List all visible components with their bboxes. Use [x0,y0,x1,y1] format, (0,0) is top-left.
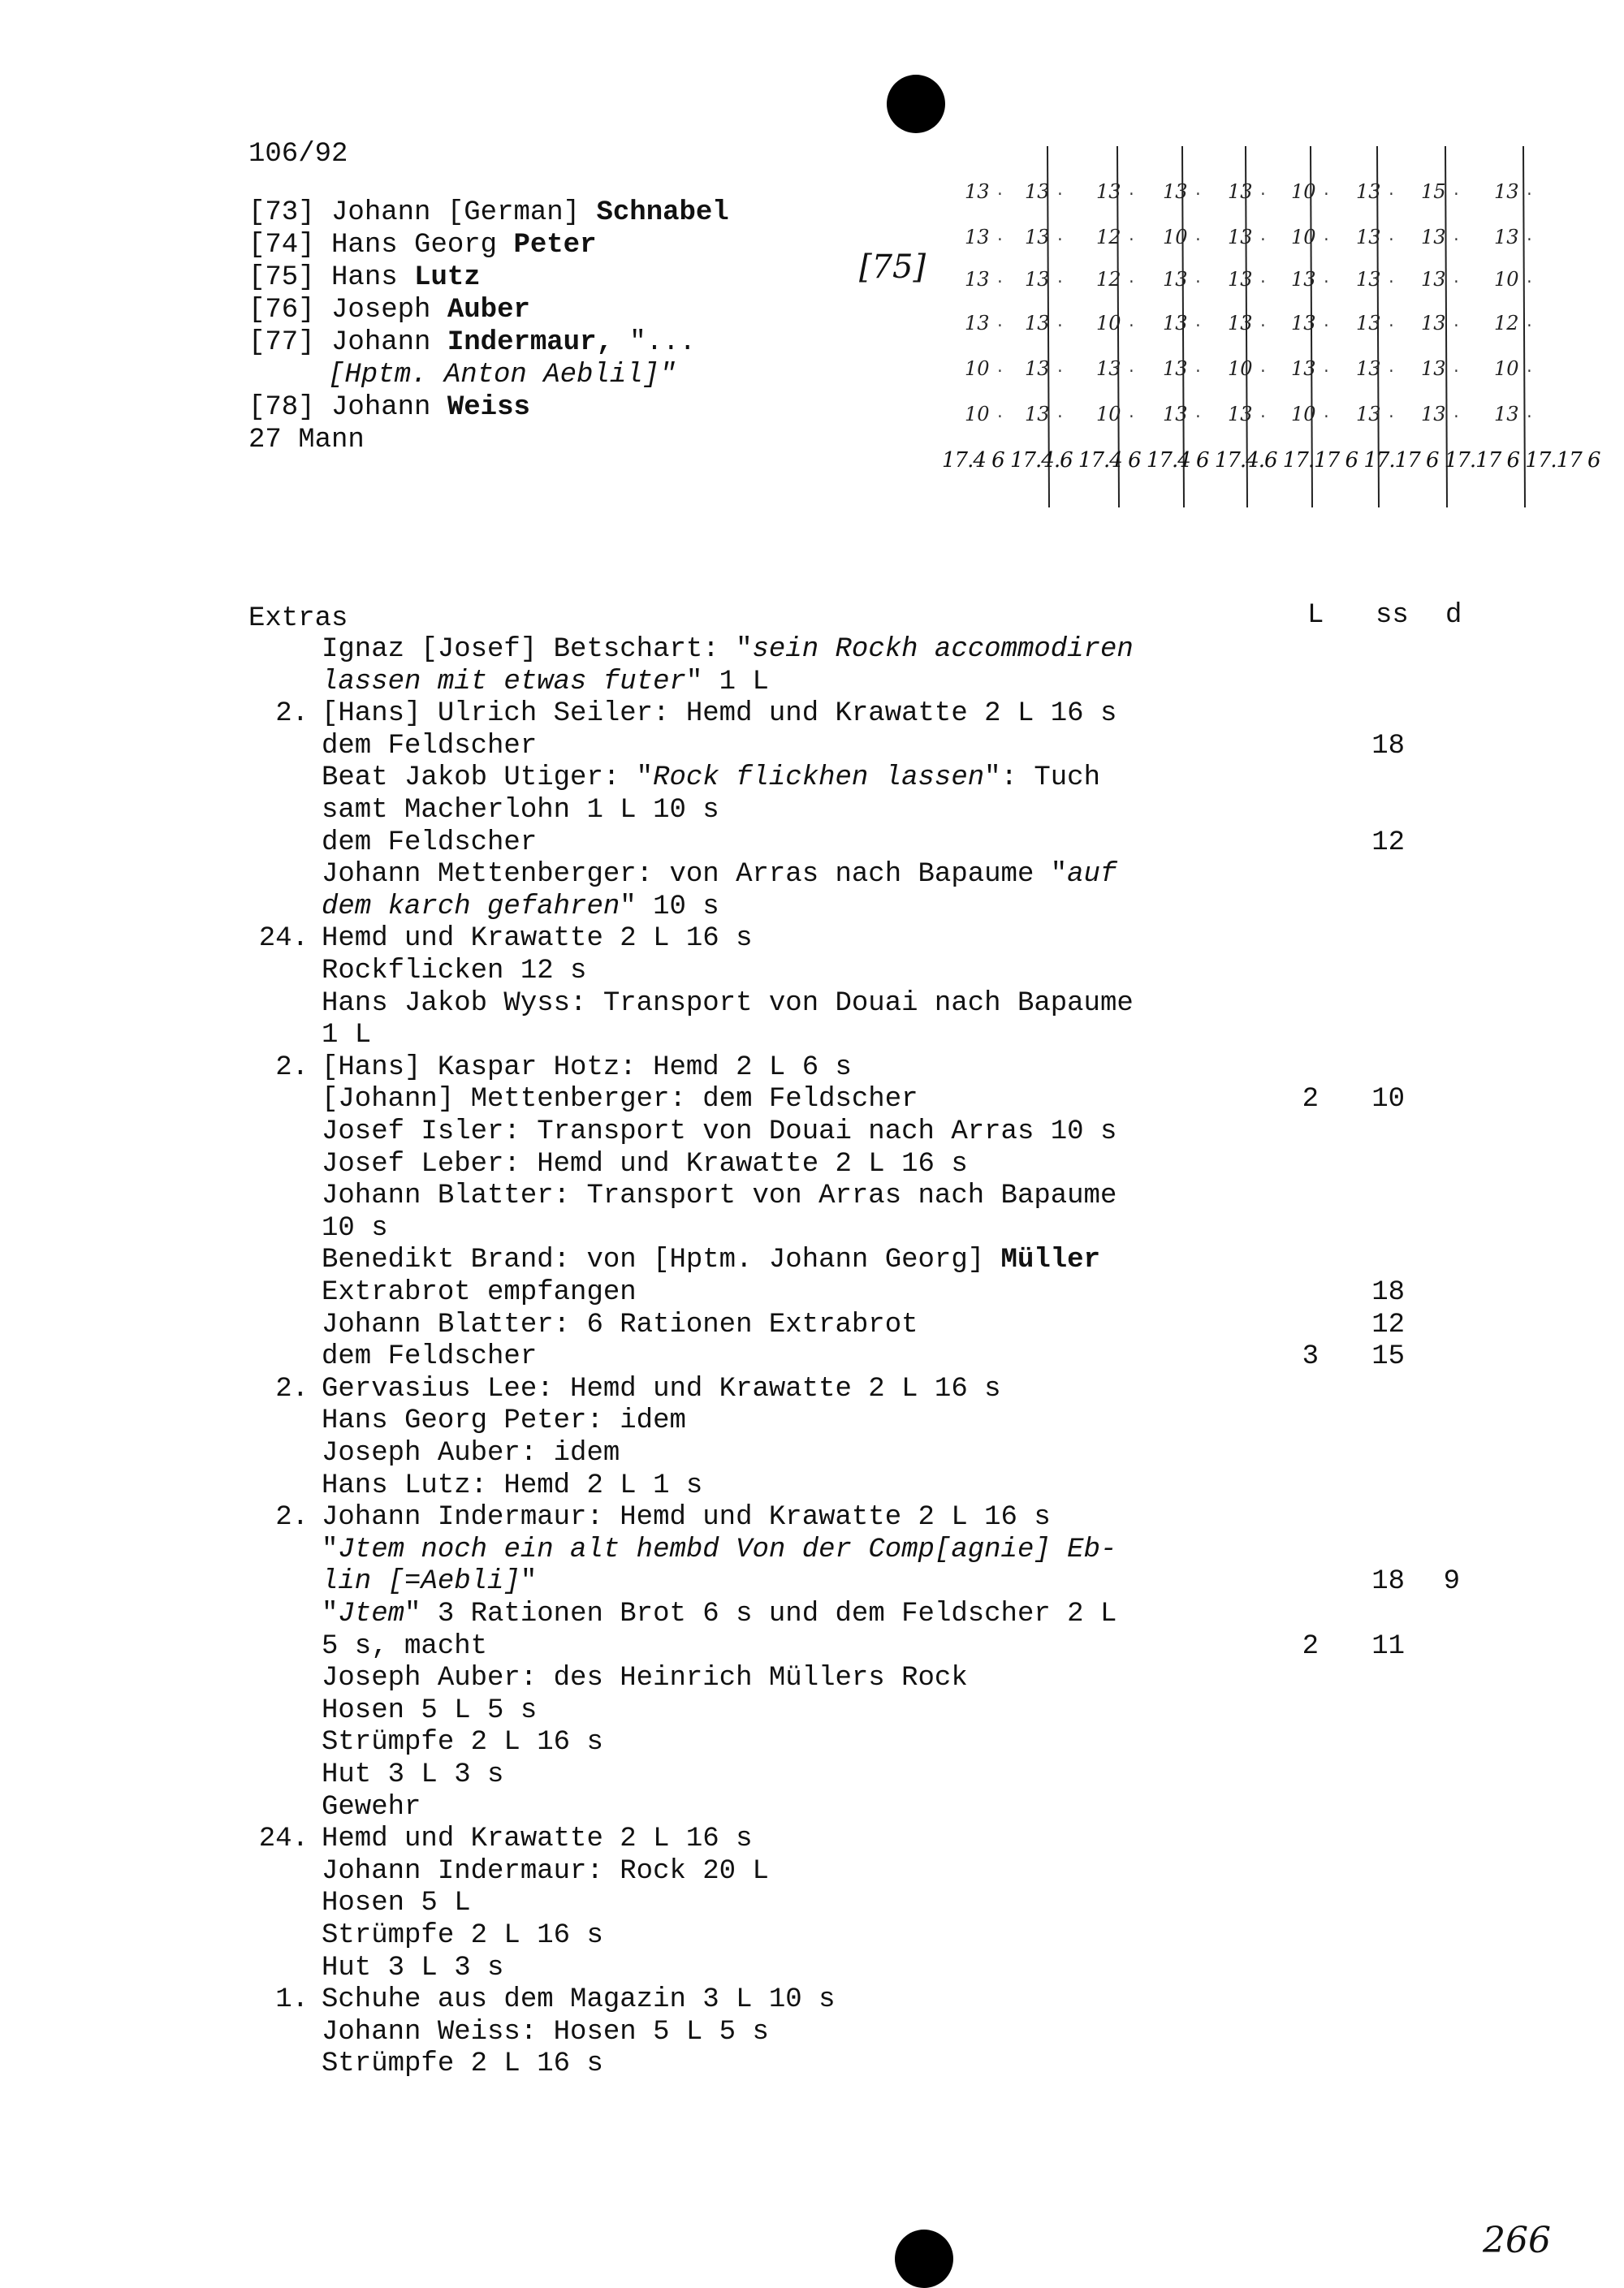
ledger-line [258,858,1492,891]
ledger-text: Joseph Auber: idem [322,1438,620,1469]
ledger-line [258,1726,1492,1759]
column-header-ss: ss [1376,600,1409,631]
roster-entry [248,229,597,261]
scan-tick-mark: · [996,232,1004,248]
scan-cell-value: 12 [1096,226,1121,248]
scan-cell-value: 13 [1163,180,1188,203]
ledger-line [258,697,1492,730]
ledger-line [258,955,1492,987]
roster-surname: Schnabel [596,197,729,228]
ledger-text: Gervasius Lee: Hemd und Krawatte 2 L 16 s [322,1373,1001,1405]
ledger-text: Josef Leber: Hemd und Krawatte 2 L 16 s [322,1148,968,1180]
scan-tick-mark: · [1452,318,1461,335]
ledger-text: 5 s, macht [322,1630,488,1662]
scan-tick-mark: · [1322,274,1331,291]
scan-cell-value: 13 [1228,180,1253,203]
ledger-text: Hans Georg Peter: idem [322,1405,686,1437]
ledger-text: Hemd und Krawatte 2 L 16 s [322,1824,753,1855]
ledger-text: Hosen 5 L 5 s [322,1694,538,1726]
ledger-text: [Hans] Kaspar Hotz: Hemd 2 L 6 s [322,1051,852,1083]
scan-tick-mark: · [1194,232,1203,248]
scan-cell-value: 10 [1494,357,1519,380]
column-header-l: L [1307,600,1324,631]
ledger-text: Johann Indermaur: Rock 20 L [322,1855,769,1887]
scan-tick-mark: · [1127,274,1136,291]
ledger-text: Extrabrot empfangen [322,1277,637,1308]
extras-title: Extras [248,603,348,634]
ledger-line [258,1083,1492,1116]
ledger-text: Hut 3 L 3 s [322,1952,504,1984]
scan-cell-value: 13 [965,268,990,291]
ledger-amount-ss: 12 [1371,1309,1405,1340]
scan-tick-mark: · [1259,232,1268,248]
ledger-text: Johann Blatter: Transport von Arras nach Bapaume [322,1181,1117,1212]
ledger-line [258,794,1492,827]
scan-tick-mark: · [1259,364,1268,380]
scan-cell-value: 13 [1025,226,1050,248]
ledger-text: Hut 3 L 3 s [322,1759,504,1790]
ledger-text: "Jtem" 3 Rationen Brot 6 s und dem Feldscher 2 L [322,1599,1117,1630]
scan-cell-value: 13 [1025,403,1050,425]
scan-cell-value: 13 [965,226,990,248]
ledger-line [258,666,1492,698]
ledger-text: Johann Indermaur: Hemd und Krawatte 2 L 16 s [322,1502,1051,1534]
scan-tick-mark: · [1525,274,1534,291]
scan-tick-mark: · [1194,364,1203,380]
scan-cell-value: 13 [1494,403,1519,425]
scan-tick-mark: · [1056,364,1065,380]
roster-surname: Auber [447,295,530,326]
scan-tick-mark: · [1322,364,1331,380]
roster-entry [248,391,530,424]
page-mark: 266 [1483,2220,1551,2261]
ledger-text: Strümpfe 2 L 16 s [322,2048,603,2080]
page-reference: 106/92 [248,139,348,170]
roster-entry [248,261,481,294]
ledger-day-number: 2. [275,698,309,730]
scan-cell-value: 13 [1356,403,1381,425]
scan-tick-mark: · [1127,232,1136,248]
ledger-line [258,1919,1492,1952]
ledger-line [258,2048,1492,2080]
scan-cell-value: 13 [1096,180,1121,203]
ledger-amount-ss: 10 [1371,1084,1405,1116]
scan-cell-value: 13 [1356,226,1381,248]
ledger-text: Gewehr [322,1791,421,1823]
scan-cell-value: 13 [1228,268,1253,291]
ledger-text: Hans Jakob Wyss: Transport von Douai nach Bapaume [322,987,1134,1019]
scan-cell-value: 13 [1421,357,1446,380]
scan-tick-mark: · [1452,409,1461,425]
ledger-text: Ignaz [Josef] Betschart: "sein Rockh accommodiren [322,634,1134,665]
ledger-line [258,922,1492,955]
ledger-line [258,1887,1492,1919]
ledger-amount-ss: 18 [1371,730,1405,762]
ledger-line [258,2016,1492,2048]
ledger-line [258,762,1492,794]
scan-tick-mark: · [1452,187,1461,203]
ledger-text: samt Macherlohn 1 L 10 s [322,795,719,826]
scan-tick-mark: · [996,318,1004,335]
ledger-line [258,827,1492,859]
ledger-amount-d: 9 [1443,1566,1460,1598]
scan-cell-value: 12 [1096,268,1121,291]
roster-surname: Weiss [447,392,530,423]
ledger-text: 10 s [322,1212,388,1244]
ledger-line [258,1276,1492,1309]
ledger-line [258,987,1492,1020]
roster-number: [74] [248,230,332,261]
scan-cell-value: 13 [1096,357,1121,380]
scan-cell-value: 13 [965,180,990,203]
scan-cell-value: 13 [1025,180,1050,203]
scan-cell-value: 13 [1421,268,1446,291]
ledger-line [258,1180,1492,1212]
scan-tick-mark: · [1387,232,1396,248]
ledger-line [258,1340,1492,1373]
roster-given-name: Hans [331,262,415,293]
scan-tick-mark: · [1127,364,1136,380]
ledger-line [258,1791,1492,1824]
scan-tick-mark: · [1194,318,1203,335]
ledger-text: "Jtem noch ein alt hembd Von der Comp[agnie] Eb- [322,1534,1117,1565]
roster-surname: Peter [513,230,597,261]
scan-tick-mark: · [1056,232,1065,248]
ledger-text: 1 L [322,1020,372,1051]
ledger-line [258,1534,1492,1566]
ledger-line [258,1984,1492,2016]
ledger-amount-ss: 12 [1371,827,1405,858]
ledger-line [258,1662,1492,1694]
punch-hole-top [887,75,945,133]
ledger-line [258,1309,1492,1341]
scan-tick-mark: · [1127,409,1136,425]
roster-number: [73] [248,197,332,228]
ledger-amount-ss: 15 [1371,1341,1405,1373]
scan-tick-mark: · [1452,364,1461,380]
ledger-amount-ss: 18 [1371,1566,1405,1598]
scan-cell-value: 13 [1163,312,1188,335]
scan-cell-value: 13 [1494,226,1519,248]
scan-cell-value: 13 [965,312,990,335]
ledger-line [258,1598,1492,1630]
ledger-text: dem Feldscher [322,730,538,762]
ledger-line [258,1212,1492,1245]
ledger-line [258,1373,1492,1405]
ledger-line [258,1437,1492,1470]
ledger-amount-l: 2 [1302,1084,1319,1116]
ledger-text: Schuhe aus dem Magazin 3 L 10 s [322,1984,836,2016]
scan-tick-mark: · [1452,232,1461,248]
scan-cell-value: 13 [1421,312,1446,335]
ledger-line [258,1116,1492,1148]
ledger-line [258,1470,1492,1502]
scan-cell-value: 10 [1228,357,1253,380]
handwritten-scan-inset [859,138,1600,520]
scan-cell-value: 13 [1291,312,1316,335]
scan-tick-mark: · [1194,274,1203,291]
scan-tick-mark: · [996,274,1004,291]
ledger-line [258,1855,1492,1888]
ledger-text: Beat Jakob Utiger: "Rock flickhen lassen": Tuch [322,762,1100,794]
roster-entry [248,294,530,326]
ledger-line [258,1148,1492,1181]
scan-cell-value: 13 [1291,357,1316,380]
scan-cell-value: 13 [1356,180,1381,203]
ledger-text: lin [=Aebli]" [322,1566,538,1598]
ledger-line [258,891,1492,923]
ledger-text: Rockflicken 12 s [322,956,587,986]
scan-cell-value: 13 [1356,268,1381,291]
scan-cell-value: 10 [965,357,990,380]
ledger-line [258,1019,1492,1051]
scan-totals-row: 17.4 6 17.4.6 17.4 6 17.4 6 17.4.6 17.17 6 17.17 6 17.17 6 17.17 6 [942,448,1600,473]
scan-cell-value: 13 [1356,312,1381,335]
ledger-day-number: 24. [258,923,309,955]
scan-cell-value: 10 [965,403,990,425]
ledger-line [258,1630,1492,1663]
ledger-line [258,1051,1492,1084]
ledger-text: Joseph Auber: des Heinrich Müllers Rock [322,1663,968,1694]
scan-tick-mark: · [1322,187,1331,203]
scan-cell-value: 13 [1025,357,1050,380]
scan-tick-mark: · [1194,187,1203,203]
roster-given-name: Joseph [331,295,447,326]
ledger-text: Johann Blatter: 6 Rationen Extrabrot [322,1309,918,1340]
ledger-line [258,1244,1492,1276]
scan-cell-value: 13 [1494,180,1519,203]
scan-tick-mark: · [1322,318,1331,335]
scan-cell-value: 10 [1291,226,1316,248]
scan-cell-value: 10 [1291,180,1316,203]
scan-tick-mark: · [1525,318,1534,335]
scan-cell-value: 13 [1025,312,1050,335]
scan-tick-mark: · [1259,274,1268,291]
punch-hole-bottom [895,2230,953,2288]
scan-cell-value: 10 [1096,403,1121,425]
scan-tick-mark: · [1387,318,1396,335]
ledger-day-number: 2. [275,1373,309,1405]
scan-cell-value: 12 [1494,312,1519,335]
scan-tick-mark: · [1387,274,1396,291]
scan-tick-mark: · [1525,232,1534,248]
roster-given-name: Johann [331,327,447,358]
roster-suffix: [Hptm. Anton Aeblil]" [328,360,676,391]
ledger-amount-ss: 11 [1371,1630,1405,1662]
ledger-line [258,1405,1492,1437]
scan-cell-value: 13 [1163,357,1188,380]
scan-tick-mark: · [1127,187,1136,203]
scan-cell-value: 13 [1291,268,1316,291]
ledger-text: lassen mit etwas futer" 1 L [322,666,769,697]
ledger-line [258,1694,1492,1727]
scan-cell-value: 13 [1163,268,1188,291]
ledger-day-number: 1. [275,1984,309,2016]
ledger-line [258,1565,1492,1598]
ledger-amount-l: 2 [1302,1630,1319,1662]
scan-tick-mark: · [1259,187,1268,203]
ledger-text: Hosen 5 L [322,1888,471,1919]
scan-tick-mark: · [1322,232,1331,248]
ledger-text: Hemd und Krawatte 2 L 16 s [322,923,753,955]
ledger-text: [Johann] Mettenberger: dem Feldscher [322,1084,918,1116]
scan-cell-value: 10 [1291,403,1316,425]
ledger-text: Johann Weiss: Hosen 5 L 5 s [322,2016,769,2048]
scan-cell-value: 13 [1228,226,1253,248]
scan-tick-mark: · [996,364,1004,380]
scan-tick-mark: · [1525,187,1534,203]
ledger-text: Josef Isler: Transport von Douai nach Arras 10 s [322,1116,1117,1147]
scan-tick-mark: · [1056,318,1065,335]
ledger-text: Strümpfe 2 L 16 s [322,1727,603,1759]
scan-tick-mark: · [1452,274,1461,291]
scan-tick-mark: · [1056,274,1065,291]
scan-tick-mark: · [996,187,1004,203]
ledger-text: Benedikt Brand: von [Hptm. Johann Georg] Müller [322,1245,1100,1276]
roster-number: [76] [248,295,332,326]
scan-tick-mark: · [1387,364,1396,380]
roster-given-name: Hans Georg [331,230,514,261]
ledger-amount-l: 3 [1302,1341,1319,1373]
ledger-text: Strümpfe 2 L 16 s [322,1920,603,1951]
scan-tick-mark: · [1127,318,1136,335]
roster-suffix: "... [612,327,696,358]
scan-tick-mark: · [1056,409,1065,425]
scan-cell-value: 13 [1421,226,1446,248]
roster-number: [78] [248,392,332,423]
scan-cell-value: 10 [1494,268,1519,291]
roster-entry [248,326,696,359]
ledger-line [258,1952,1492,1984]
ledger-day-number: 2. [275,1502,309,1534]
ledger-line [258,1823,1492,1855]
column-header-d: d [1445,600,1462,631]
scan-tick-mark: · [1194,409,1203,425]
scan-cell-value: 15 [1421,180,1446,203]
ledger-text: Hans Lutz: Hemd 2 L 1 s [322,1470,703,1501]
ledger-text: [Hans] Ulrich Seiler: Hemd und Krawatte 2 L 16 s [322,698,1117,730]
scan-bracket-label: [75] [859,248,926,286]
roster-number: [77] [248,327,332,358]
ledger-line [258,1759,1492,1791]
scan-tick-mark: · [1525,364,1534,380]
ledger-text: Johann Mettenberger: von Arras nach Bapaume "auf [322,859,1117,891]
scan-tick-mark: · [1525,409,1534,425]
roster-entry [328,359,676,391]
scan-cell-value: 13 [1228,312,1253,335]
scan-tick-mark: · [1259,318,1268,335]
roster-given-name: Johann [German] [331,197,597,228]
roster-surname: Indermaur, [447,327,613,358]
ledger-text: dem Feldscher [322,827,538,858]
ledger-text: dem karch gefahren" 10 s [322,891,719,922]
roster-total: 27 Mann [248,425,365,455]
scan-tick-mark: · [1259,409,1268,425]
scan-cell-value: 13 [1025,268,1050,291]
scan-cell-value: 13 [1421,403,1446,425]
ledger-amount-ss: 18 [1371,1277,1405,1308]
roster-given-name: Johann [331,392,447,423]
ledger-line [258,1501,1492,1534]
scan-cell-value: 10 [1163,226,1188,248]
scan-tick-mark: · [996,409,1004,425]
scan-tick-mark: · [1387,409,1396,425]
ledger-line [258,730,1492,762]
roster-surname: Lutz [414,262,481,293]
scan-tick-mark: · [1387,187,1396,203]
scan-cell-value: 13 [1228,403,1253,425]
ledger-text: dem Feldscher [322,1341,538,1373]
scan-cell-value: 13 [1163,403,1188,425]
ledger-day-number: 24. [258,1824,309,1855]
roster-number: [75] [248,262,332,293]
ledger-day-number: 2. [275,1051,309,1083]
roster-entry [248,196,729,229]
scan-tick-mark: · [1056,187,1065,203]
scan-cell-value: 13 [1356,357,1381,380]
scan-tick-mark: · [1322,409,1331,425]
scan-cell-value: 10 [1096,312,1121,335]
ledger-line [258,633,1492,666]
